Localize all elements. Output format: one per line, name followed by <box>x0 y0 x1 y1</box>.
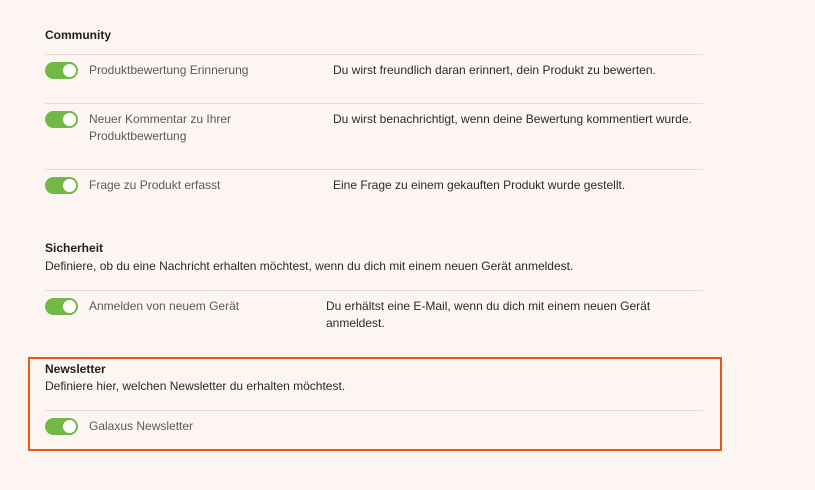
newsletter-highlight-frame <box>28 357 722 451</box>
toggle-knob <box>63 113 76 126</box>
setting-label: Produktbewertung Erinnerung <box>89 63 249 77</box>
setting-label: Frage zu Produkt erfasst <box>89 178 221 192</box>
divider <box>45 103 703 104</box>
security-title: Sicherheit <box>45 241 104 255</box>
newsletter-title: Newsletter <box>45 362 106 376</box>
setting-label: Anmelden von neuem Gerät <box>89 299 240 313</box>
toggle-knob <box>63 179 76 192</box>
community-title: Community <box>45 28 111 42</box>
toggle-knob <box>63 420 76 433</box>
toggle-knob <box>63 300 76 313</box>
toggle-anmelden-neues-geraet[interactable] <box>45 298 78 315</box>
setting-description: Du wirst benachrichtigt, wenn deine Bewertung kommentiert wurde. <box>333 112 692 126</box>
toggle-frage-zu-produkt[interactable] <box>45 177 78 194</box>
setting-description: Du erhältst eine E-Mail, wenn du dich mit einem neuen Gerät anmeldest. <box>326 299 651 330</box>
divider <box>45 410 703 411</box>
setting-label: Neuer Kommentar zu Ihrer Produktbewertung <box>89 112 232 143</box>
divider <box>45 169 703 170</box>
divider <box>45 290 703 291</box>
toggle-galaxus-newsletter[interactable] <box>45 418 78 435</box>
security-description: Definiere, ob du eine Nachricht erhalten möchtest, wenn du dich mit einem neuen Gerät anmeldest. <box>45 259 574 273</box>
toggle-knob <box>63 64 76 77</box>
setting-description: Du wirst freundlich daran erinnert, dein Produkt zu bewerten. <box>333 63 656 77</box>
divider <box>45 54 703 55</box>
setting-description: Eine Frage zu einem gekauften Produkt wurde gestellt. <box>333 178 626 192</box>
newsletter-description: Definiere hier, welchen Newsletter du erhalten möchtest. <box>45 379 346 393</box>
toggle-produktbewertung-erinnerung[interactable] <box>45 62 78 79</box>
setting-label: Galaxus Newsletter <box>89 419 194 433</box>
toggle-neuer-kommentar[interactable] <box>45 111 78 128</box>
